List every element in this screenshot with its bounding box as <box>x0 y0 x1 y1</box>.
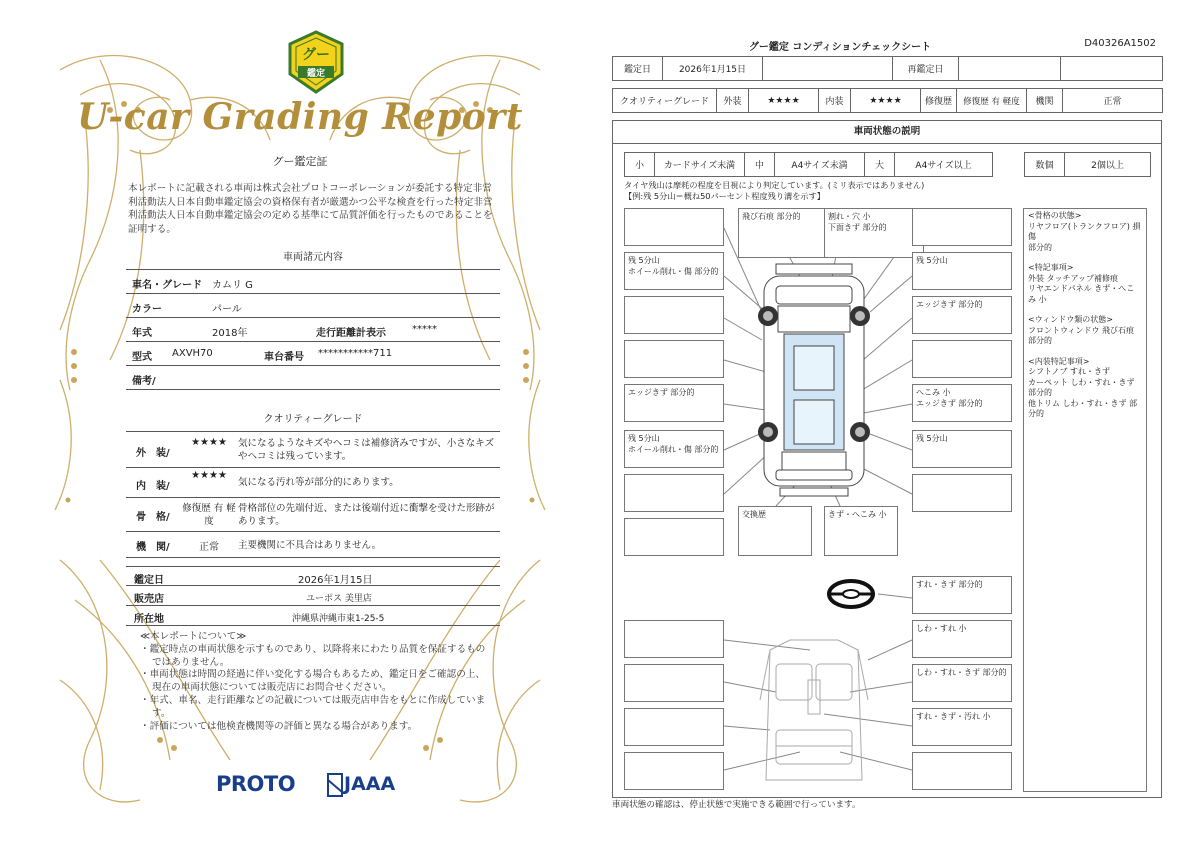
grade-table <box>612 88 1163 113</box>
special-remarks <box>1028 263 1142 305</box>
address-label: 所在地 <box>134 614 164 625</box>
damage-box-front-left <box>624 208 724 246</box>
remarks-heading: <内装特記事項> <box>1028 356 1090 366</box>
tire-note-line: タイヤ残山は摩耗の程度を目視により判定しています。(ミリ表示ではありません) <box>624 180 925 190</box>
damage-box-right-5 <box>912 384 1012 422</box>
spec-row-name <box>126 270 500 294</box>
legend-large-desc: A4サイズ以上 <box>895 153 993 177</box>
remarks-heading: <ウィンドウ類の状態> <box>1028 315 1113 324</box>
legend-small-desc: カードサイズ未満 <box>655 153 745 177</box>
spec-row-model <box>126 342 500 366</box>
frame-value: 修復歴 有 軽度 <box>182 503 236 527</box>
engine-desc: 主要機関に不具合はありません。 <box>238 540 382 551</box>
grade-row-interior <box>126 468 500 498</box>
year-value: 2018年 <box>212 328 248 339</box>
remarks-line: リヤフロア(トランクフロア) 損傷 <box>1028 221 1141 241</box>
box-text: 交換歴 <box>742 510 766 519</box>
notes-heading: ≪本レポートについて≫ <box>140 631 247 642</box>
interior-label: 内装 <box>819 89 851 113</box>
date-table <box>612 56 1163 81</box>
jaaa-logo: JAAA <box>344 773 396 795</box>
damage-box-left-7 <box>624 474 724 512</box>
damage-box-left-6 <box>624 430 724 468</box>
interior-remarks <box>1028 357 1142 420</box>
damage-box-right-6 <box>912 430 1012 468</box>
legend-count: 数個 <box>1025 153 1065 177</box>
box-text: 飛び石痕 部分的 <box>742 212 801 221</box>
exterior-stars: ★★★★ <box>749 89 819 113</box>
tire-note-line: 【例:残 5分山＝概ね50パーセント程度残り溝を示す】 <box>624 190 825 201</box>
date-label: 鑑定日 <box>613 57 663 81</box>
grade-section <box>126 408 500 558</box>
color-label: カラー <box>132 304 162 315</box>
interior-box-2 <box>912 620 1012 658</box>
script-title: U-car Grading Report <box>77 96 523 138</box>
note-item: ・評価については他検査機関等の評価と異なる場合があります。 <box>140 720 418 732</box>
info-row-shop <box>126 586 500 606</box>
note-item: ・年式、車名、走行距離などの記載については販売店申告をもとに作成しています。 <box>140 694 486 719</box>
info-section <box>126 566 500 626</box>
interior-box-1 <box>912 576 1012 614</box>
remarks-line: リヤエンドパネル きず・へこみ 小 <box>1028 284 1135 304</box>
damage-box-right-7 <box>912 474 1012 512</box>
remarks-heading: <特記事項> <box>1028 263 1074 272</box>
box-text: 残 5分山 <box>628 256 660 265</box>
damage-box-front-right <box>912 208 1012 246</box>
box-text: エッジきず 部分的 <box>628 388 695 397</box>
grade-title: クオリティーグレード <box>126 408 500 432</box>
model-label: 型式 <box>132 352 152 363</box>
grade-row-exterior <box>126 432 500 468</box>
legend-mid-desc: A4サイズ未満 <box>775 153 865 177</box>
model-value: AXVH70 <box>172 348 213 359</box>
exterior-desc: 気になるようなキズやヘコミは補修済みですが、小さなキズやヘコミは残っています。 <box>238 438 495 462</box>
box-text: すれ・きず・汚れ 小 <box>916 712 991 721</box>
size-legend-table <box>624 152 993 177</box>
note-item: ・鑑定時点の車両状態を示すものであり、以降将来にわたり品質を保証するものではありません。 <box>140 643 486 668</box>
year-label: 年式 <box>132 328 152 339</box>
interior-box-3 <box>912 664 1012 702</box>
count-legend-table <box>1024 152 1151 177</box>
engine-value: 正常 <box>1063 89 1163 113</box>
engine-label: 機 関/ <box>136 542 170 553</box>
damage-box-left-3 <box>624 296 724 334</box>
interior-box-left-2 <box>624 664 724 702</box>
box-text: しわ・すれ・きず 部分的 <box>916 668 1007 677</box>
report-notes <box>140 631 490 733</box>
frame-remarks <box>1028 211 1142 253</box>
date-value: 2026年1月15日 <box>298 575 373 586</box>
repair-value: 修復歴 有 軽度 <box>957 89 1027 113</box>
damage-box-front-2 <box>824 208 924 258</box>
box-text: ホイール削れ・傷 部分的 <box>628 445 719 454</box>
certificate-intro: 本レポートに記載される車両は株式会社プロトコーポレーションが委託する特定非営利活動法人日本自動車鑑定協会の資格保有者が厳選かつ公平な検査を行った特定非営利活動法人日本自動車鑑定協会の定める基準にて品質評価を行ったものであることを証明する。 <box>128 183 493 235</box>
box-text: 残 5分山 <box>916 434 948 443</box>
grade-row-engine <box>126 532 500 558</box>
name-value: カムリ G <box>212 280 253 291</box>
jaaa-mark-icon <box>326 772 344 798</box>
box-text: きず・へこみ 小 <box>828 510 887 519</box>
condition-title: 車両状態の説明 <box>612 120 1162 144</box>
interior-box-5 <box>912 752 1012 790</box>
name-label: 車名・グレード <box>132 280 202 291</box>
remarks-line: カーペット しわ・すれ・きず 部分的 <box>1028 377 1135 397</box>
tire-note <box>624 180 924 201</box>
damage-box-left-2 <box>624 252 724 290</box>
remarks-line: 部分的 <box>1028 242 1052 252</box>
badge-bottom-text: 鑑定 <box>306 69 326 79</box>
spec-section <box>126 246 500 390</box>
legend-mid: 中 <box>745 153 775 177</box>
spec-row-year <box>126 318 500 342</box>
legend-large: 大 <box>865 153 895 177</box>
mileage-value: ***** <box>412 324 437 335</box>
shop-label: 販売店 <box>134 594 164 605</box>
sheet-footer-note: 車両状態の確認は、停止状態で実施できる範囲で行っています。 <box>612 800 861 810</box>
frame-desc: 骨格部位の先端付近、または後端付近に衝撃を受けた形跡があります。 <box>238 503 495 527</box>
info-row-date <box>126 566 500 586</box>
remarks-heading: <骨格の状態> <box>1028 211 1082 220</box>
damage-box-left-4 <box>624 340 724 378</box>
damage-box-right-3 <box>912 296 1012 334</box>
shop-value: ユーポス 美里店 <box>306 594 372 604</box>
damage-box-left-5 <box>624 384 724 422</box>
remarks-line: フロントウィンドウ 飛び石痕 部分的 <box>1028 325 1135 345</box>
remarks-line: シフトノブ すれ・きず <box>1028 367 1111 376</box>
legend-count-desc: 2個以上 <box>1065 153 1151 177</box>
mileage-label: 走行距離計表示 <box>316 328 386 339</box>
remarks-line: 他トリム しわ・すれ・きず 部分的 <box>1028 398 1138 418</box>
box-text: すれ・きず 部分的 <box>916 580 983 589</box>
box-text: 残 5分山 <box>916 256 948 265</box>
repair-label: 修復歴 <box>921 89 957 113</box>
proto-logo: PROTO <box>216 772 296 796</box>
box-text: ホイール削れ・傷 部分的 <box>628 267 719 276</box>
address-value: 沖縄県沖縄市東1-25-5 <box>292 614 385 624</box>
engine-value: 正常 <box>199 542 219 553</box>
damage-box-right-4 <box>912 340 1012 378</box>
box-text: へこみ 小 <box>916 388 951 397</box>
spec-row-remarks <box>126 366 500 390</box>
interior-box-4 <box>912 708 1012 746</box>
damage-box-front-1 <box>738 208 838 258</box>
quality-grade-label: クオリティーグレード <box>613 89 717 113</box>
blank-cell <box>1061 57 1163 81</box>
interior-box-left-3 <box>624 708 724 746</box>
redate-label: 再鑑定日 <box>893 57 959 81</box>
exterior-label: 外 装/ <box>136 448 170 459</box>
window-remarks <box>1028 315 1142 347</box>
chassis-value: ***********711 <box>318 348 393 359</box>
chassis-label: 車台番号 <box>264 352 304 363</box>
interior-stars: ★★★★ <box>191 470 227 481</box>
logo-strip <box>216 770 416 800</box>
legend-small: 小 <box>625 153 655 177</box>
damage-box-right-2 <box>912 252 1012 290</box>
damage-box-rear-1 <box>738 506 812 556</box>
goo-kantei-badge-icon <box>288 30 344 94</box>
spec-row-color <box>126 294 500 318</box>
box-text: 割れ・穴 小 <box>828 212 871 221</box>
sheet-code: D40326A1502 <box>1084 38 1156 49</box>
remarks-line: 外装 タッチアップ補修痕 <box>1028 273 1118 283</box>
spec-title: 車両諸元内容 <box>126 246 500 270</box>
damage-box-rear-left <box>624 518 724 556</box>
box-text: しわ・すれ 小 <box>916 624 967 633</box>
info-row-address <box>126 606 500 626</box>
box-text: 残 5分山 <box>628 434 660 443</box>
color-value: パール <box>212 304 242 315</box>
remarks-panel <box>1023 208 1147 792</box>
date-value: 2026年1月15日 <box>663 57 763 81</box>
exterior-label: 外装 <box>717 89 749 113</box>
box-text: エッジきず 部分的 <box>916 300 983 309</box>
frame-label: 骨 格/ <box>136 512 170 523</box>
sheet-title: グー鑑定 コンディションチェックシート <box>748 42 932 53</box>
grade-row-frame <box>126 498 500 532</box>
date-label: 鑑定日 <box>134 575 164 586</box>
redate-value <box>959 57 1061 81</box>
blank-cell <box>763 57 893 81</box>
box-text: 下面きず 部分的 <box>828 223 887 232</box>
damage-box-rear-2 <box>824 506 898 556</box>
certificate-subtitle: グー鑑定証 <box>272 155 328 168</box>
engine-label: 機関 <box>1027 89 1063 113</box>
badge-top-text: グー <box>302 47 330 63</box>
interior-box-left-1 <box>624 620 724 658</box>
box-text: エッジきず 部分的 <box>916 399 983 408</box>
remarks-label: 備考/ <box>132 376 156 387</box>
interior-stars: ★★★★ <box>851 89 921 113</box>
interior-label: 内 装/ <box>136 481 170 492</box>
interior-box-left-4 <box>624 752 724 790</box>
interior-desc: 気になる汚れ等が部分的にあります。 <box>238 477 399 488</box>
condition-check-sheet <box>600 0 1200 848</box>
note-item: ・車両状態は時間の経過に伴い変化する場合もあるため、鑑定日をご確認の上、現在の車両状態については販売店にお問合せください。 <box>140 669 485 694</box>
exterior-stars: ★★★★ <box>191 437 227 448</box>
